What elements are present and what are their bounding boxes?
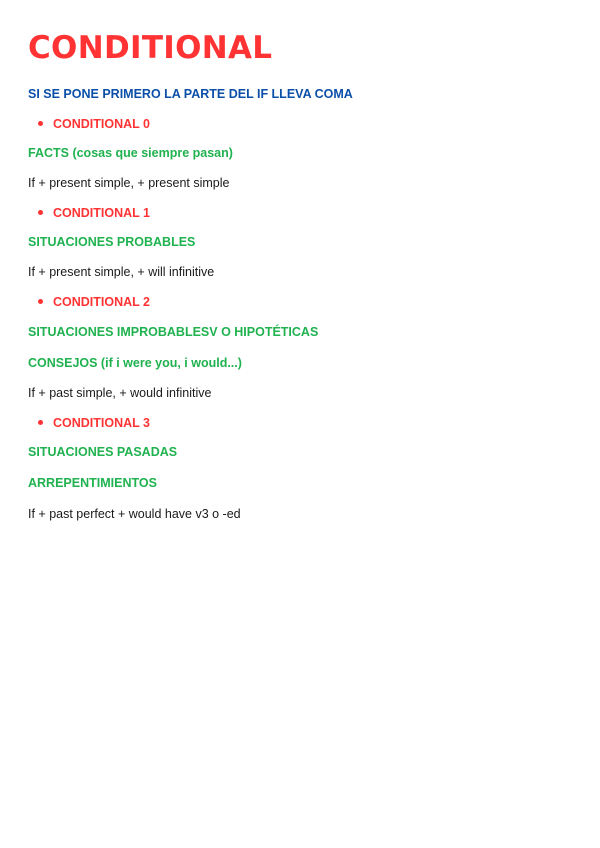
section-formula: If + past perfect + would have v3 o -ed [28,507,241,521]
bullet-icon [38,210,43,215]
section-heading-conditional-3 [38,414,150,432]
section-heading-conditional-1 [38,204,150,222]
section-heading-conditional-2 [38,293,150,311]
section-note: SITUACIONES IMPROBABLESV O HIPOTÉTICAS [28,325,319,339]
section-heading-label: CONDITIONAL 3 [53,416,150,430]
intro-note: SI SE PONE PRIMERO LA PARTE DEL IF LLEVA COMA [28,87,353,101]
section-heading-label: CONDITIONAL 0 [53,117,150,131]
section-note: CONSEJOS (if i were you, i would...) [28,356,242,370]
section-formula: If + past simple, + would infinitive [28,386,212,400]
bullet-icon [38,420,43,425]
bullet-icon [38,121,43,126]
section-heading-label: CONDITIONAL 2 [53,295,150,309]
bullet-icon [38,299,43,304]
section-formula: If + present simple, + present simple [28,176,230,190]
section-heading-label: CONDITIONAL 1 [53,206,150,220]
document-title: CONDITIONAL [28,30,273,66]
section-heading-conditional-0 [38,115,150,133]
section-formula: If + present simple, + will infinitive [28,265,215,279]
section-note: SITUACIONES PASADAS [28,445,178,459]
section-note: SITUACIONES PROBABLES [28,235,196,249]
section-note: ARREPENTIMIENTOS [28,476,157,490]
section-note: FACTS (cosas que siempre pasan) [28,146,233,160]
